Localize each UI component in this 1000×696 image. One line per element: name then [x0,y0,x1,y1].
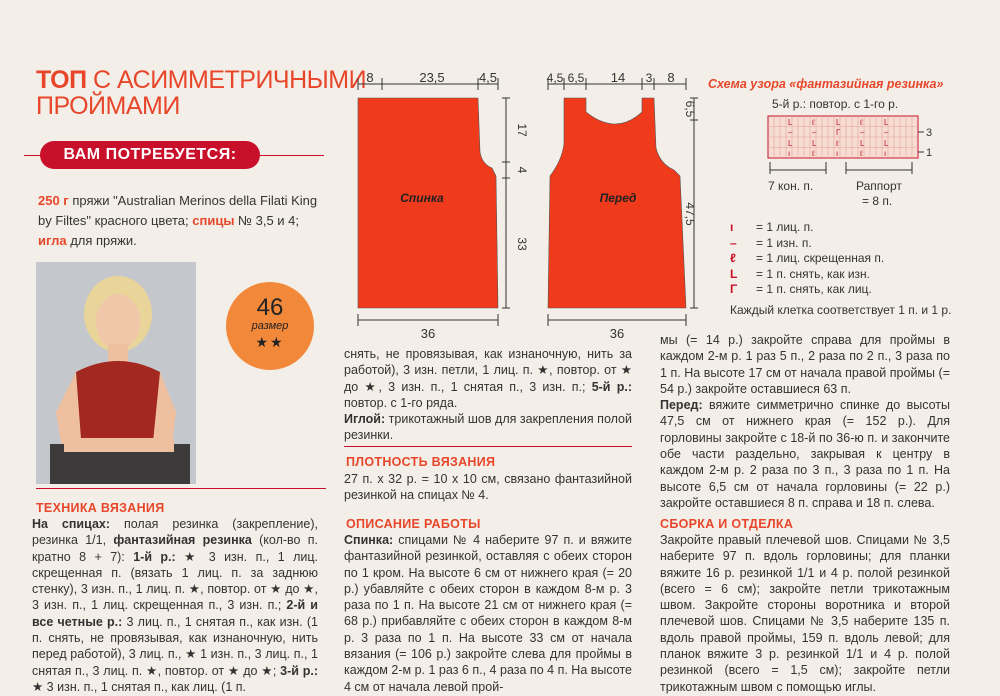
technique-text: На спицах: полая резинка (закрепление), резинка 1/1, фантазийная резинка (кол-во п. кратно 8 + 7): 1-й р.: ★ 3 изн. п., 1 лиц. скрещенная п. (вязать 1 лиц. п. за заднюю стенку), 3 изн. п., 1 лиц. п. ★, повтор. от ★ до ★, 3 изн. п., 1 лиц. скрещенная п., 3 изн. п.; 2-й и все четные р.: 3 лиц. п., 1 снятая п., как изн. (1 п. снять, не провязывая, как изнаночную, нить перед работой), 3 лиц. п., ★ 1 изн. п., 3 лиц. п., 1 снятая п., 3 лиц. п. ★, повтор. от ★ до ★; 3-й р.: ★ 3 изн. п., 1 снятая п., как лиц. (1 п. [32,517,318,694]
back-schematic [358,70,529,341]
chart-row-1: 1 [926,147,933,159]
svg-text:ℓ: ℓ [860,118,863,127]
chart-row-3: 3 [926,127,933,139]
divider [36,488,326,489]
page-title-line2: ПРОЙМАМИ [36,92,180,120]
back-label: Спинка [400,191,444,205]
front-dim-top-3: 14 [610,70,626,85]
back-dim-side-2: 4 [515,166,529,174]
front-schematic [547,70,698,341]
svg-text:ℓ: ℓ [860,149,863,158]
back-dim-side-3: 33 [515,237,529,251]
technique-continued: снять, не провязывая, как изнаночную, нить за работой), 3 изн. петли, 1 лиц. п. ★, повтор. от ★ до ★, 3 изн. п., 1 снятая п., 3 изн. п.; 5-й р.: повтор. с 1-го ряда. Иглой: трикотажный шов для закрепления полой резинки. [344,347,632,443]
size-number: 46 [256,294,284,321]
stitch-chart [766,114,946,162]
svg-text:L: L [788,139,793,148]
back-dim-bottom: 36 [420,326,436,341]
legend-item: – = 1 изн. п. [730,235,812,250]
chart-repeat-note: 5-й р.: повтор. с 1-го р. [772,97,899,111]
svg-text:ı: ı [788,149,791,158]
svg-text:ℓ: ℓ [812,149,815,158]
svg-text:L: L [788,118,793,127]
legend-item: L = 1 п. снять, как изн. [730,266,870,281]
size-badge [226,282,314,370]
size-label: размер [251,320,289,332]
legend-item: ℓ = 1 лиц. скрещенная п. [730,251,885,265]
chart-legend [730,220,884,298]
svg-text:Γ: Γ [836,128,841,137]
gauge-heading: ПЛОТНОСТЬ ВЯЗАНИЯ [346,455,496,469]
svg-text:L: L [836,118,841,127]
materials-list: 250 г пряжи "Australian Merinos della Filati King by Filtes" красного цвета; спицы № 3,5 и 4; игла для пряжи. [38,193,318,248]
materials-heading: ВАМ ПОТРЕБУЕТСЯ: [40,141,260,169]
chart-rapport-label: Раппорт [856,179,902,193]
svg-text:ℓ: ℓ [812,118,815,127]
chart-title: Схема узора «фантазийная резинка» [708,77,944,91]
svg-text:L: L [884,139,889,148]
svg-text:ı: ı [884,149,887,158]
chart-rapport-value: = 8 п. [862,194,893,208]
front-dim-top-2: 6,5 [567,71,585,85]
svg-text:ı: ı [836,149,839,158]
garment-schematics [340,64,700,344]
chart-edge-label: 7 кон. п. [768,179,814,193]
svg-text:–: – [860,128,865,137]
divider [344,446,632,447]
legend-item: ı = 1 лиц. п. [730,220,814,234]
assembly-text: Закройте правый плечевой шов. Спицами № 3,5 наберите 97 п. вдоль горловины; для планки вяжите 16 р. резинкой 1/1 и 4 р. полой резинкой (всего = 6 см); закройте петли трикотажным швом. Закройте стороны воротника и второй плечевой шов. Спицами № 3,5 наберите 135 п. вдоль правой проймы, 159 п. вдоль левой; для планок вяжите 3 р. резинкой 1/1 и 4 р. полой резинкой (всего = 1,5 см); закройте петли трикотажным швом с помощью иглы. [660,533,950,694]
description-heading: ОПИСАНИЕ РАБОТЫ [346,517,481,531]
back-dim-top-1: 8 [366,70,374,85]
front-dim-top-1: 4,5 [546,71,564,85]
model-photo [36,262,196,484]
right-column-text: мы (= 14 р.) закройте справа для проймы в каждом 2-м р. 1 раз 5 п., 2 раза по 2 п., 3 раза по 1 п. На высоте 17 см от начала правой проймы (= 54 р.) закройте оставшиеся 63 п. Перед: вяжите симметрично спинке до высоты 47,5 см от нижнего края (= 152 р.). Для горловины закройте с 18-й по 36-ю п. и закончите обе части раздельно, закрывая к центру в каждом 2-м р. 2 раза по 3 п., 3 раза по 1 п. На высоте 6,5 см от начала горловины (= 22 р.) закройте оставшиеся 8 п. справа и 18 п. слева. [660,333,950,510]
svg-text:–: – [884,128,889,137]
technique-heading: ТЕХНИКА ВЯЗАНИЯ [36,501,165,515]
back-dim-top-3: 4,5 [478,70,498,85]
svg-text:ℓ: ℓ [836,139,839,148]
front-label: Перед [599,191,637,205]
svg-text:–: – [812,128,817,137]
svg-text:L: L [884,118,889,127]
back-dim-top-2: 23,5 [419,70,445,85]
front-dim-side-1: 6,5 [683,100,697,118]
difficulty-stars: ★★ [255,334,285,350]
gauge-text: 27 п. х 32 р. = 10 х 10 см, связано фантазийной резинкой на спицах № 4. [344,472,632,503]
svg-text:L: L [860,139,865,148]
front-dim-side-2: 47,5 [683,202,697,226]
assembly-heading: СБОРКА И ОТДЕЛКА [660,517,794,531]
svg-text:L: L [812,139,817,148]
front-dim-top-4: 3 [645,71,653,85]
back-instructions: Спинка: спицами № 4 наберите 97 п. и вяжите фантазийной резинкой, оставляя с обеих сторон по 1 кром. На высоте 6 см от нижнего края (= 20 р.) убавляйте с обеих сторон в каждом 8-м р. 3 раза по 1 п. На высоте 21 см от нижнего края (= 68 р.) прибавляйте с обеих сторон в каждом 8-м р. 3 раза по 1 п. На высоте 33 см от начала вязания (= 106 р.) закройте слева для проймы в каждом 2-м р. 1 раз 6 п., 4 раза по 4 п. На высоте 4 см от начала левой прой- [344,533,632,694]
front-dim-top-5: 8 [667,70,675,85]
svg-text:–: – [788,128,793,137]
page-title: ТОП С АСИММЕТРИЧНЫМИ [36,66,367,94]
legend-note: Каждый клетка соответствует 1 п. и 1 р. [730,303,952,317]
back-dim-side-1: 17 [515,123,529,137]
front-dim-bottom: 36 [609,326,625,341]
legend-item: Γ = 1 п. снять, как лиц. [730,282,872,296]
